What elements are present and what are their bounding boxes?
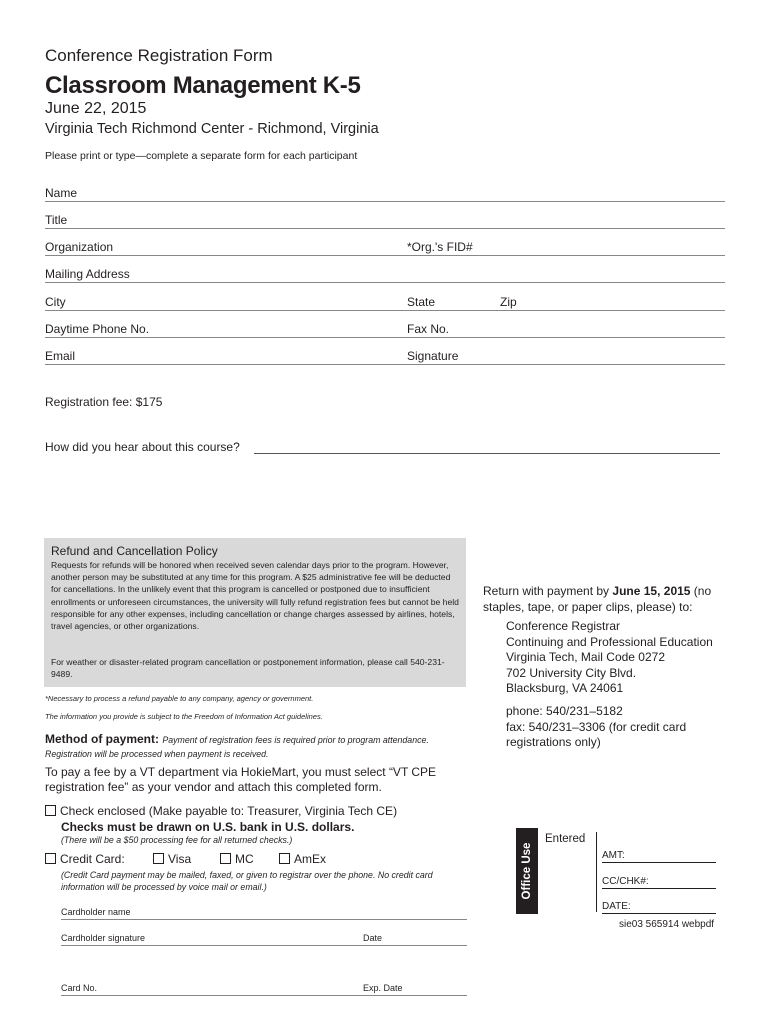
email-label: Email [45, 349, 76, 363]
amt-field[interactable] [602, 850, 716, 864]
card-number-label: Card No. [61, 983, 98, 993]
organization-field[interactable] [45, 240, 725, 256]
office-date-field[interactable] [602, 901, 716, 915]
daytime-phone-label: Daytime Phone No. [45, 322, 150, 336]
address-line: 702 University City Blvd. [506, 665, 637, 680]
mailing-address-field[interactable] [45, 267, 725, 283]
check-requirement: Checks must be drawn on U.S. bank in U.S. dollars. [61, 820, 355, 834]
address-line: Continuing and Professional Education [506, 634, 713, 649]
cardholder-signature-label: Cardholder signature [61, 933, 146, 943]
return-intro: Return with payment by [483, 584, 613, 598]
credit-card-note: (Credit Card payment may be mailed, faxed, or given to registrar over the phone. No credit card information will be processed by voice mail or email.) [61, 870, 433, 892]
check-label: Check enclosed (Make payable to: Treasurer, Virginia Tech CE) [60, 804, 398, 818]
card-number-field[interactable] [61, 982, 467, 996]
office-date-label: DATE: [602, 901, 631, 912]
check-fee-note: (There will be a $50 processing fee for all returned checks.) [61, 835, 293, 845]
course-title: Classroom Management K-5 [45, 72, 361, 99]
state-label: State [407, 295, 436, 309]
address-line: Virginia Tech, Mail Code 0272 [506, 650, 665, 664]
amex-label: AmEx [294, 852, 327, 866]
zip-label: Zip [500, 295, 517, 309]
method-of-payment [45, 733, 455, 761]
hokiemart-note: To pay a fee by a VT department via HokieMart, you must select “VT CPE registration fee” as your vendor and attach this completed form. [45, 765, 437, 794]
signature-date-label: Date [363, 933, 383, 943]
org-fid-label: *Org.'s FID# [407, 240, 473, 254]
cardholder-name-label: Cardholder name [61, 907, 131, 917]
return-deadline: June 15, 2015 [612, 584, 691, 598]
organization-label: Organization [45, 240, 114, 254]
registration-fee: Registration fee: $175 [45, 395, 163, 409]
form-eyebrow: Conference Registration Form [45, 46, 273, 65]
policy-body: Requests for refunds will be honored when received seven calendar days prior to the program. However, another person may be substituted at any time for this program. A $25 administrative fee will be deducted for cancellations. In the unlikely event that this program is cancelled or postponed due to insufficient enrollments or unforeseen circumstances, the university will fully refund registration fees but cannot be held responsible for any other expenses, including cancellation or change charges assessed by airlines, hotels, travel agencies, or other organizations. [51, 560, 459, 632]
cc-chk-label: CC/CHK#: [602, 876, 649, 887]
fax-label: Fax No. [407, 322, 450, 336]
form-code: sie03 565914 webpdf [619, 919, 715, 930]
visa-label: Visa [168, 852, 192, 866]
name-label: Name [45, 186, 78, 200]
policy-heading: Refund and Cancellation Policy [51, 544, 218, 558]
check-checkbox[interactable] [45, 805, 56, 816]
return-instructions [483, 583, 733, 615]
fax-number: fax: 540/231–3306 (for credit card registrations only) [506, 719, 687, 749]
hear-about-input[interactable] [254, 453, 720, 454]
cardholder-signature-field[interactable] [61, 932, 467, 946]
exp-date-label: Exp. Date [363, 983, 403, 993]
signature-label: Signature [407, 349, 459, 363]
contact-block [506, 704, 736, 751]
office-divider [596, 832, 597, 912]
credit-card-checkbox[interactable] [45, 853, 56, 864]
cc-chk-field[interactable] [602, 876, 716, 890]
title-label: Title [45, 213, 68, 227]
phone-fax-field[interactable] [45, 322, 725, 338]
cardholder-name-field[interactable] [61, 906, 467, 920]
office-use-label: Office Use [521, 842, 533, 900]
name-field[interactable] [45, 186, 725, 202]
course-venue: Virginia Tech Richmond Center - Richmond, Virginia [45, 121, 379, 137]
mc-option[interactable] [220, 852, 254, 866]
phone-number: phone: 540/231–5182 [506, 704, 623, 718]
credit-card-label: Credit Card: [60, 852, 125, 866]
hear-about-label: How did you hear about this course? [45, 440, 240, 454]
credit-card-option[interactable] [45, 852, 125, 866]
mc-checkbox[interactable] [220, 853, 231, 864]
email-signature-field[interactable] [45, 349, 725, 365]
mc-label: MC [235, 852, 254, 866]
amt-label: AMT: [602, 850, 625, 861]
amex-checkbox[interactable] [279, 853, 290, 864]
entered-label: Entered [545, 833, 586, 845]
check-option[interactable] [45, 804, 397, 818]
form-instructions: Please print or type—complete a separate form for each participant [45, 150, 358, 162]
office-use-bar [516, 828, 538, 914]
course-date: June 22, 2015 [45, 100, 147, 117]
credit-card-row [45, 852, 465, 868]
address-line: Conference Registrar [506, 619, 621, 633]
address-line: Blacksburg, VA 24061 [506, 681, 624, 695]
refund-note: *Necessary to process a refund payable to any company, agency or government. [45, 694, 314, 703]
city-state-zip-field[interactable] [45, 295, 725, 311]
method-label: Method of payment: [45, 732, 159, 746]
mailing-address-label: Mailing Address [45, 267, 130, 281]
city-label: City [45, 295, 66, 309]
visa-checkbox[interactable] [153, 853, 164, 864]
title-field[interactable] [45, 213, 725, 229]
method-note: Payment of registration fees is required prior to program attendance. Registration will be processed when payment is received. [45, 735, 429, 759]
return-intro-post: (no staples, tape, or paper clips, please) to: [483, 584, 712, 614]
mailing-address-block [506, 619, 736, 697]
visa-option[interactable] [153, 852, 191, 866]
office-use-box [516, 828, 727, 914]
refund-policy-box [44, 538, 466, 687]
foia-note: The information you provide is subject to the Freedom of Information Act guidelines. [45, 712, 323, 721]
amex-option[interactable] [279, 852, 326, 866]
policy-weather: For weather or disaster-related program cancellation or postponement information, please call 540-231-9489. [51, 657, 445, 680]
